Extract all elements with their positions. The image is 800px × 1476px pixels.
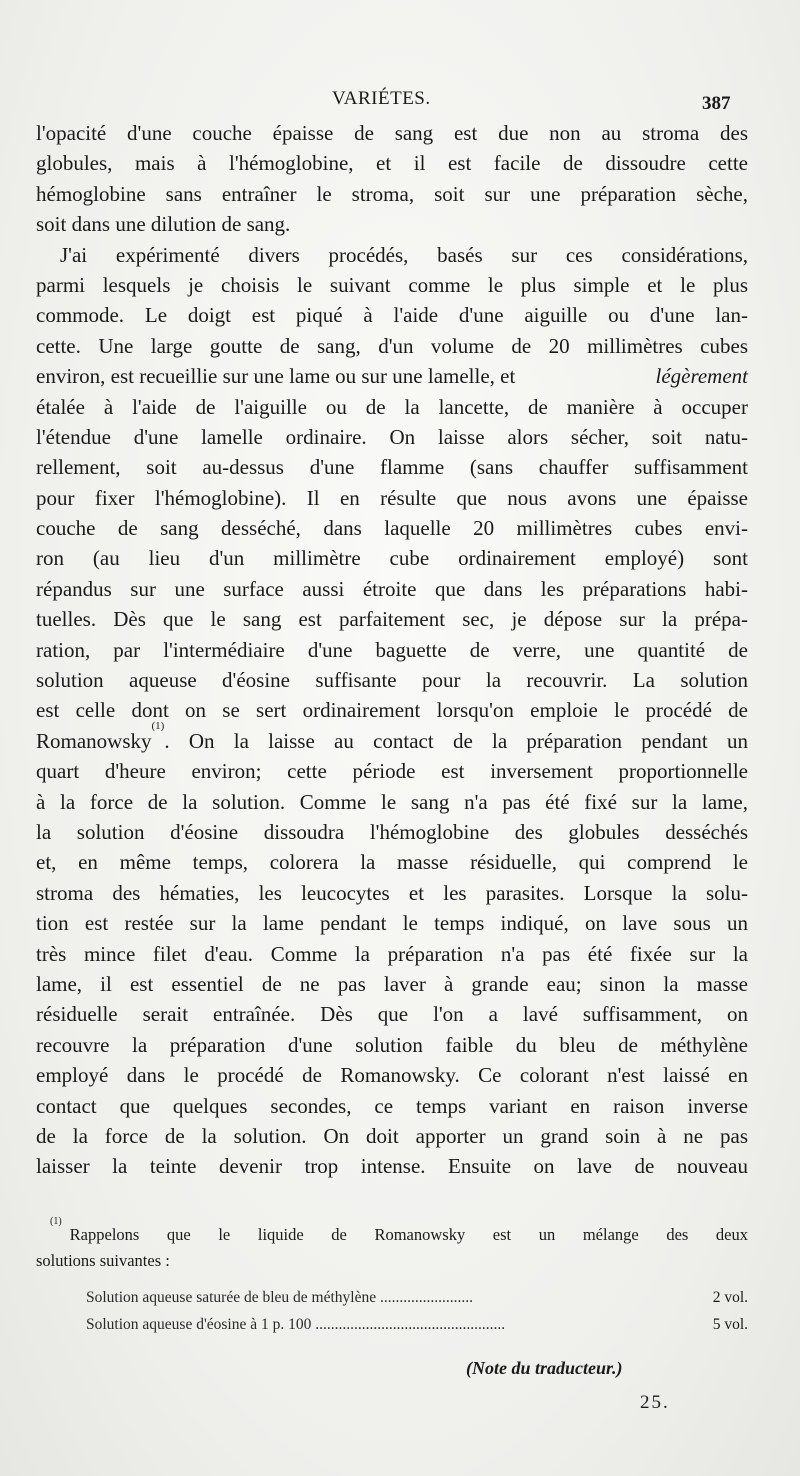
- text-line: cette. Une large goutte de sang, d'un volume de 20 millimètres cubes: [36, 333, 748, 358]
- text-line: la solution d'éosine dissoudra l'hémoglobine des globules desséchés: [36, 819, 748, 844]
- text-line: tion est restée sur la lame pendant le temps indiqué, on lave sous un: [36, 911, 748, 936]
- text-line: [36, 361, 748, 391]
- text-line: rellement, soit au-dessus d'une flamme (sans chauffer suffisamment: [36, 455, 748, 480]
- body-text: [36, 118, 748, 1182]
- text-line: de la force de la solution. On doit apporter un grand soin à ne pas: [36, 1123, 748, 1148]
- text-line: l'étendue d'une lamelle ordinaire. On laisse alors sécher, soit natu-: [36, 424, 748, 449]
- row-quantity: 5 vol.: [712, 1316, 748, 1333]
- text-line: couche de sang desséché, dans laquelle 20 millimètres cubes envi-: [36, 516, 748, 541]
- text-line: contact que quelques secondes, ce temps variant en raison inverse: [36, 1093, 748, 1118]
- text-line: stroma des hématies, les leucocytes et les parasites. Lorsque la solu-: [36, 880, 748, 905]
- text-line: résiduelle serait entraînée. Dès que l'on a lavé suffisamment, on: [36, 1002, 748, 1027]
- page-header: [0, 88, 800, 118]
- footnote-ref: (1): [151, 719, 165, 732]
- text-line: soit dans une dilution de sang.: [36, 212, 291, 237]
- row-dots: .................................................: [311, 1316, 506, 1333]
- footnote: [36, 1216, 748, 1338]
- text-line: répandus sur une surface aussi étroite que dans les préparations habi-: [36, 576, 748, 601]
- footnote-marker: (1): [50, 1216, 62, 1227]
- text-line-start: Romanowsky: [36, 728, 152, 753]
- text-line: solution aqueuse d'éosine suffisante pour la recouvrir. La solution: [36, 668, 748, 693]
- text-line: J'ai expérimenté divers procédés, basés sur ces considérations,: [60, 242, 748, 267]
- text-line: hémoglobine sans entraîner le stroma, soit sur une préparation sèche,: [36, 181, 748, 206]
- footnote-line: solutions suivantes :: [36, 1251, 170, 1270]
- text-line: parmi lesquels je choisis le suivant comme le plus simple et le plus: [36, 272, 748, 297]
- italic-word: légèrement: [655, 364, 748, 389]
- text-line: employé dans le procédé de Romanowsky. Ce colorant n'est laissé en: [36, 1063, 748, 1088]
- text-line: tuelles. Dès que le sang est parfaitement sec, je dépose sur la prépa-: [36, 607, 748, 632]
- text-line: ration, par l'intermédiaire d'une baguette de verre, une quantité de: [36, 637, 748, 662]
- text-line: ron (au lieu d'un millimètre cube ordinairement employé) sont: [36, 546, 748, 571]
- text-line: quart d'heure environ; cette période est inversement proportionnelle: [36, 759, 748, 784]
- text-line: pour fixer l'hémoglobine). Il en résulte que nous avons une épaisse: [36, 485, 748, 510]
- text-line: laisser la teinte devenir trop intense. Ensuite on lave de nouveau: [36, 1154, 748, 1179]
- row-quantity: 2 vol.: [712, 1289, 748, 1306]
- signature-mark: 25.: [640, 1392, 670, 1413]
- row-label: Solution aqueuse saturée de bleu de méthylène: [86, 1289, 377, 1306]
- leader-dots: [86, 1284, 688, 1311]
- row-label: Solution aqueuse d'éosine à 1 p. 100: [86, 1316, 312, 1333]
- row-dots: ........................: [376, 1289, 473, 1306]
- text-line: très mince filet d'eau. Comme la préparation n'a pas été fixée sur la: [36, 941, 748, 966]
- running-head: VARIÉTES.: [332, 88, 431, 109]
- text-line: à la force de la solution. Comme le sang n'a pas été fixé sur la lame,: [36, 789, 748, 814]
- footnote-table-row: [86, 1284, 748, 1311]
- leader-dots: [86, 1311, 688, 1338]
- page-number: 387: [702, 93, 731, 114]
- text-line: recouvre la préparation d'une solution faible du bleu de méthylène: [36, 1032, 748, 1057]
- text-line-start: environ, est recueillie sur une lame ou sur une lamelle, et: [36, 364, 516, 389]
- text-line: commode. Le doigt est piqué à l'aide d'une aiguille ou d'une lan-: [36, 303, 748, 328]
- text-line: l'opacité d'une couche épaisse de sang est due non au stroma des: [36, 121, 748, 145]
- text-line: globules, mais à l'hémoglobine, et il est facile de dissoudre cette: [36, 151, 748, 176]
- text-line: [36, 719, 748, 756]
- text-line: lame, il est essentiel de ne pas laver à grande eau; sinon la masse: [36, 971, 748, 996]
- footnote-line: [36, 1216, 748, 1248]
- text-line-end: . On la laisse au contact de la préparation pendant un: [164, 728, 748, 753]
- translator-note: (Note du traducteur.): [466, 1358, 623, 1378]
- footnote-table-row: [86, 1311, 748, 1338]
- text-line: est celle dont on se sert ordinairement lorsqu'on emploie le procédé de: [36, 698, 748, 723]
- text-line: étalée à l'aide de l'aiguille ou de la lancette, de manière à occuper: [36, 394, 748, 419]
- text-line: et, en même temps, colorera la masse résiduelle, qui comprend le: [36, 850, 748, 875]
- footnote-text: Rappelons que le liquide de Romanowsky est un mélange des deux: [69, 1225, 748, 1244]
